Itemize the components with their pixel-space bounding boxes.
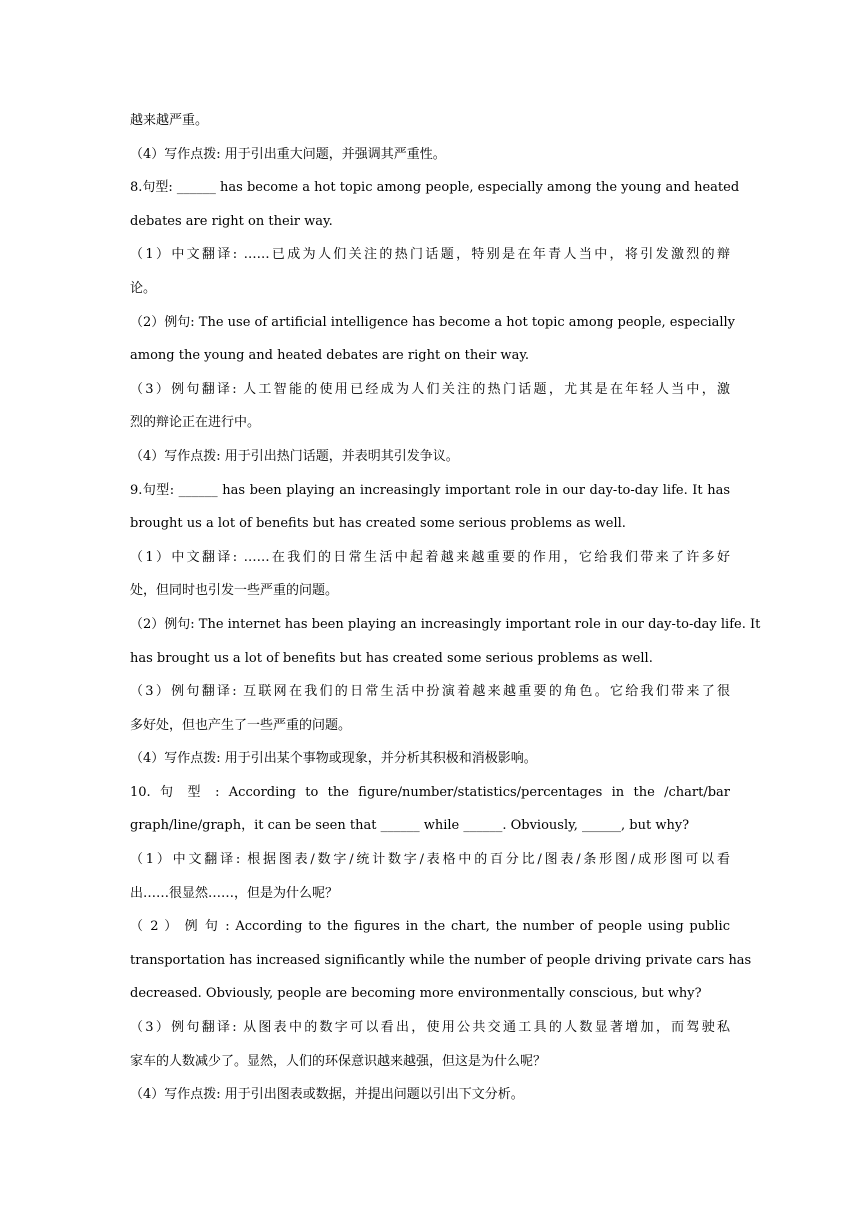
text-line: （1）中文翻译: ……在我们的日常生活中起着越来越重要的作用，它给我们带来了许多好	[130, 549, 730, 565]
text-line: （4）写作点拨: 用于引出图表或数据，并提出问题以引出下文分析。	[130, 1087, 524, 1103]
text-line: （1）中文翻译: ……已成为人们关注的热门话题，特别是在年青人当中，将引发激烈的辩	[130, 247, 730, 263]
text-line: （2）例句: The internet has been playing an increasingly important role in our day-to-day life. It	[130, 616, 761, 632]
text-line: 多好处，但也产生了一些严重的问题。	[130, 717, 352, 733]
text-line: 家车的人数减少了。显然，人们的环保意识越来越强，但这是为什么呢？	[130, 1053, 547, 1069]
text-line: has brought us a lot of benefits but has created some serious problems as well.	[130, 650, 653, 666]
text-line: 9.句型: ______ has been playing an increasingly important role in our day-to-day life. It has	[130, 482, 730, 498]
text-line: brought us a lot of benefits but has created some serious problems as well.	[130, 516, 626, 532]
text-line: graph/line/graph，it can be seen that ______ while ______. Obviously, ______, but why?	[130, 818, 690, 834]
text-line: （1）中文翻译: 根据图表/数字/统计数字/表格中的百分比/图表/条形图/成形图可以看	[130, 852, 730, 868]
text-line: 8.句型: ______ has become a hot topic among people, especially among the young and heated	[130, 180, 740, 196]
text-line: 论。	[130, 280, 157, 296]
text-line: （4）写作点拨: 用于引出重大问题，并强调其严重性。	[130, 146, 446, 162]
text-line: 出……很显然……，但是为什么呢？	[130, 885, 339, 901]
document-page	[130, 104, 761, 1112]
text-line: （4）写作点拨: 用于引出热门话题，并表明其引发争议。	[130, 448, 459, 464]
text-line: （4）写作点拨: 用于引出某个事物或现象，并分析其积极和消极影响。	[130, 751, 537, 767]
text-line: （3）例句翻译: 人工智能的使用已经成为人们关注的热门话题，尤其是在年轻人当中，激	[130, 381, 730, 397]
text-line: among the young and heated debates are right on their way.	[130, 348, 530, 364]
text-line: （ 2 ） 例 句 : According to the figures in the chart, the number of people using public	[130, 919, 730, 935]
text-line: decreased. Obviously, people are becoming more environmentally conscious, but why?	[130, 986, 702, 1002]
text-line: 烈的辩论正在进行中。	[130, 415, 261, 431]
text-line: 处，但同时也引发一些严重的问题。	[130, 583, 339, 599]
text-line: （3）例句翻译: 互联网在我们的日常生活中扮演着越来越重要的角色。它给我们带来了很	[130, 684, 730, 700]
text-line: （3）例句翻译: 从图表中的数字可以看出，使用公共交通工具的人数显著增加，而驾驶私	[130, 1020, 730, 1036]
text-line: 10. 句 型 : According to the figure/number/statistics/percentages in the /chart/bar	[130, 784, 730, 800]
text-line: 越来越严重。	[130, 113, 209, 128]
text-line: debates are right on their way.	[130, 213, 333, 229]
text-line: transportation has increased significantly while the number of people driving private cars has	[130, 952, 752, 968]
text-line: （2）例句: The use of artificial intelligence has become a hot topic among people, especially	[130, 314, 736, 330]
